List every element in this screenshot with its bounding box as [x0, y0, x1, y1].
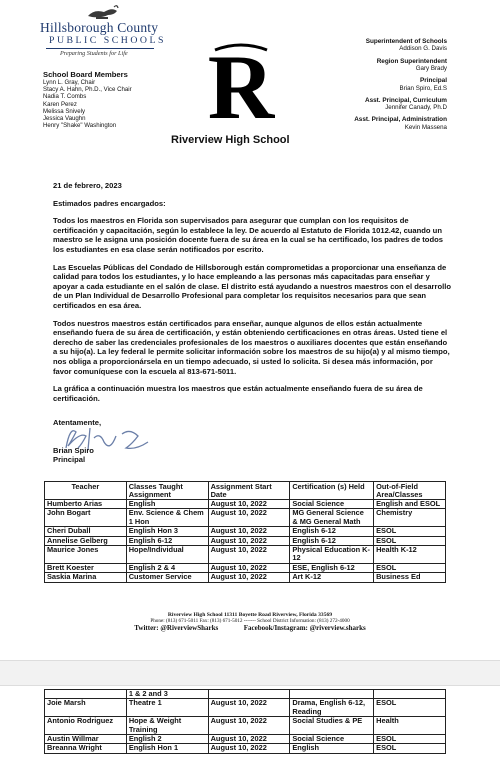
table-cell: August 10, 2022 — [208, 573, 290, 582]
table-cell: English and ESOL — [374, 500, 446, 509]
footer-phone: Phone: (813) 671-5011 Fax: (813) 671-5012 ------- School District Information: (813) 272-4000 — [150, 618, 350, 624]
official-name: Gary Brady — [415, 65, 447, 73]
page-break — [0, 660, 500, 686]
column-header: Classes Taught Assignment — [126, 482, 208, 500]
column-header: Assignment Start Date — [208, 482, 290, 500]
footer-address: Riverview High School 11311 Boyette Road Riverview, Florida 33569 — [167, 612, 333, 618]
table-row — [45, 527, 446, 536]
table-cell: Humberto Arias — [45, 500, 127, 509]
table-cell: Business Ed — [374, 573, 446, 582]
table-cell: MG General Science & MG General Math — [290, 509, 374, 527]
table-cell: English — [290, 744, 374, 753]
table-cell: August 10, 2022 — [208, 500, 290, 509]
signer-name: Brian Spiro — [53, 446, 94, 455]
official-name: Kevin Massena — [404, 123, 447, 131]
letter-paragraph: Todos los maestros en Florida son supervisados para asegurar que cumplan con los requisitos de certificación y capacitación, según lo establece la ley. De acuerdo al Estatuto de Florida 1012.42, cuando un maestro se le asigna una posición docente fuera de su área en la cual se ha certificado, los padres de todos los estudiantes en esa clase serán notificados por escrito. — [53, 216, 443, 254]
table-cell: Annelise Gelberg — [45, 536, 127, 545]
board-member: Karen Perez — [43, 100, 77, 108]
district-tagline: Preparing Students for Life — [60, 50, 128, 57]
table-cell: Social Science — [290, 735, 374, 744]
table-cell: ESOL — [374, 527, 446, 536]
board-member: Lynn L. Gray, Chair — [43, 79, 96, 86]
table-cell: August 10, 2022 — [208, 527, 290, 536]
table-cell: Health — [374, 717, 446, 735]
administration-list — [297, 38, 447, 136]
table-cell: Breanna Wright — [45, 744, 127, 753]
table-cell: August 10, 2022 — [208, 717, 290, 735]
school-name: Riverview High School — [171, 134, 290, 146]
out-of-field-table-continued — [44, 689, 446, 754]
table-cell: Env. Science & Chem 1 Hon — [126, 509, 208, 527]
table-cell: August 10, 2022 — [208, 699, 290, 717]
table-row — [45, 717, 446, 735]
out-of-field-table — [44, 481, 446, 583]
table-cell: John Bogart — [45, 509, 127, 527]
table-cell: English 2 — [126, 735, 208, 744]
table-cell: Physical Education K-12 — [290, 546, 374, 564]
table-cell: ESOL — [374, 699, 446, 717]
official-name: Addison G. Davis — [399, 45, 447, 53]
column-header: Teacher — [45, 482, 127, 500]
table-row — [45, 744, 446, 753]
board-member: Henry "Shake" Washington — [43, 122, 117, 130]
letter-paragraph: La gráfica a continuación muestra los maestros que están actualmente enseñando fuera de su área de certificación. — [53, 384, 423, 403]
official-title: Region Superintendent — [376, 57, 447, 65]
table-cell: ESOL — [374, 744, 446, 753]
table-cell: Joie Marsh — [45, 699, 127, 717]
table-cell: Social Science — [290, 500, 374, 509]
district-name: Hillsborough County — [40, 20, 159, 35]
table-row — [45, 546, 446, 564]
table-cell: Cheri Duball — [45, 527, 127, 536]
table-cell: Austin Willmar — [45, 735, 127, 744]
official-name: Brian Spiro, Ed.S — [399, 84, 447, 92]
letter-date: 21 de febrero, 2023 — [53, 181, 122, 190]
table-cell: August 10, 2022 — [208, 509, 290, 527]
table-cell: English Hon 1 — [126, 744, 208, 753]
signer-title: Principal — [53, 455, 86, 464]
table-cell: Theatre 1 — [126, 699, 208, 717]
table-cell: Brett Koester — [45, 563, 127, 572]
logo-divider — [46, 48, 154, 49]
table-cell: Customer Service — [126, 573, 208, 582]
lamp-icon — [84, 3, 120, 21]
table-cell: English 6-12 — [126, 536, 208, 545]
table-row — [45, 699, 446, 717]
table-cell: 1 & 2 and 3 — [126, 690, 208, 699]
table-cell: August 10, 2022 — [208, 735, 290, 744]
table-cell: Saskia Marina — [45, 573, 127, 582]
table-row — [45, 509, 446, 527]
official-title: Asst. Principal, Administration — [354, 116, 447, 124]
table-cell: Health K-12 — [374, 546, 446, 564]
letter-closing: Atentamente, — [53, 418, 102, 427]
crest-letter: R — [207, 38, 275, 126]
district-subtitle: PUBLIC SCHOOLS — [49, 35, 166, 46]
column-header: Certification (s) Held — [290, 482, 374, 500]
table-row — [45, 573, 446, 582]
table-cell: English — [126, 500, 208, 509]
table-cell: Chemistry — [374, 509, 446, 527]
table-cell: August 10, 2022 — [208, 744, 290, 753]
table-cell: Hope/Individual — [126, 546, 208, 564]
board-title: School Board Members — [43, 70, 128, 79]
table-cell: ESOL — [374, 735, 446, 744]
table-cell: August 10, 2022 — [208, 563, 290, 572]
board-member: Nadia T. Combs — [43, 93, 87, 101]
table-cell: Art K-12 — [290, 573, 374, 582]
footer-social — [40, 624, 460, 632]
table-cell: English 6-12 — [290, 536, 374, 545]
table-cell: August 10, 2022 — [208, 536, 290, 545]
district-logo — [40, 3, 166, 59]
letter-paragraph: Todos nuestros maestros están certificados para enseñar, aunque algunos de ellos están actualmente enseñando fuera de su área de certificación, y están obteniendo certificaciones en otras áreas. Usted tiene el derecho de saber las credenciales profesionales de los maestros o auxiliares docentes que están enseñando a su hijo(a). La ley federal le permite solicitar información sobre los maestros de su hijo(a) y al mismo tiempo, nos obliga a proporcionársela en un tiempo adecuado, si usted lo solicita. Si desea más información, por favor comuníquese con la escuela al 813-671-5011. — [53, 318, 450, 376]
table-cell: Hope & Weight Training — [126, 717, 208, 735]
page-footer — [40, 612, 460, 632]
column-header: Out-of-Field Area/Classes — [374, 482, 446, 500]
official-title: Superintendent of Schools — [365, 38, 447, 45]
table-cell: August 10, 2022 — [208, 546, 290, 564]
board-members — [43, 79, 193, 129]
board-member: Stacy A. Hahn, Ph.D., Vice Chair — [43, 86, 132, 94]
table-cell: Antonio Rodriguez — [45, 717, 127, 735]
official-name: Jennifer Canady, Ph.D — [385, 104, 447, 112]
table-header-row — [45, 482, 446, 500]
school-crest — [207, 38, 275, 126]
facebook-instagram-handle: Facebook/Instagram: @riverview.sharks — [243, 624, 366, 632]
board-member: Jessica Vaughn — [43, 115, 86, 123]
school-board — [43, 70, 193, 129]
table-cell: English Hon 3 — [126, 527, 208, 536]
table-cell: English 6-12 — [290, 527, 374, 536]
table-cell: ESOL — [374, 536, 446, 545]
table-cell: ESE, English 6-12 — [290, 563, 374, 572]
letter-body — [53, 181, 453, 403]
official-title: Asst. Principal, Curriculum — [364, 96, 447, 104]
table-cell: English 2 & 4 — [126, 563, 208, 572]
twitter-handle: Twitter: @RiverviewSharks — [134, 624, 219, 632]
letter-paragraph: Las Escuelas Públicas del Condado de Hillsborough están comprometidas a proporcionar una enseñanza de calidad para todos los estudiantes, y lo hace empleando a las personas más capacitadas para enseñar y apoyar a cada estudiante en el salón de clase. El distrito está ayudando a nuestros maestros con el desarrollo de un Plan Individual de Desarrollo Profesional para completar los requisitos necesarios para que sean certificados en esa área. — [53, 262, 451, 310]
letter-salutation: Estimados padres encargados: — [53, 198, 166, 208]
official-title: Principal — [420, 77, 447, 85]
table-cell: Social Studies & PE — [290, 717, 374, 735]
table-cell: ESOL — [374, 563, 446, 572]
board-member: Melissa Snively — [43, 107, 85, 115]
table-cell: Drama, English 6-12, Reading — [290, 699, 374, 717]
table-cell: Maurice Jones — [45, 546, 127, 564]
